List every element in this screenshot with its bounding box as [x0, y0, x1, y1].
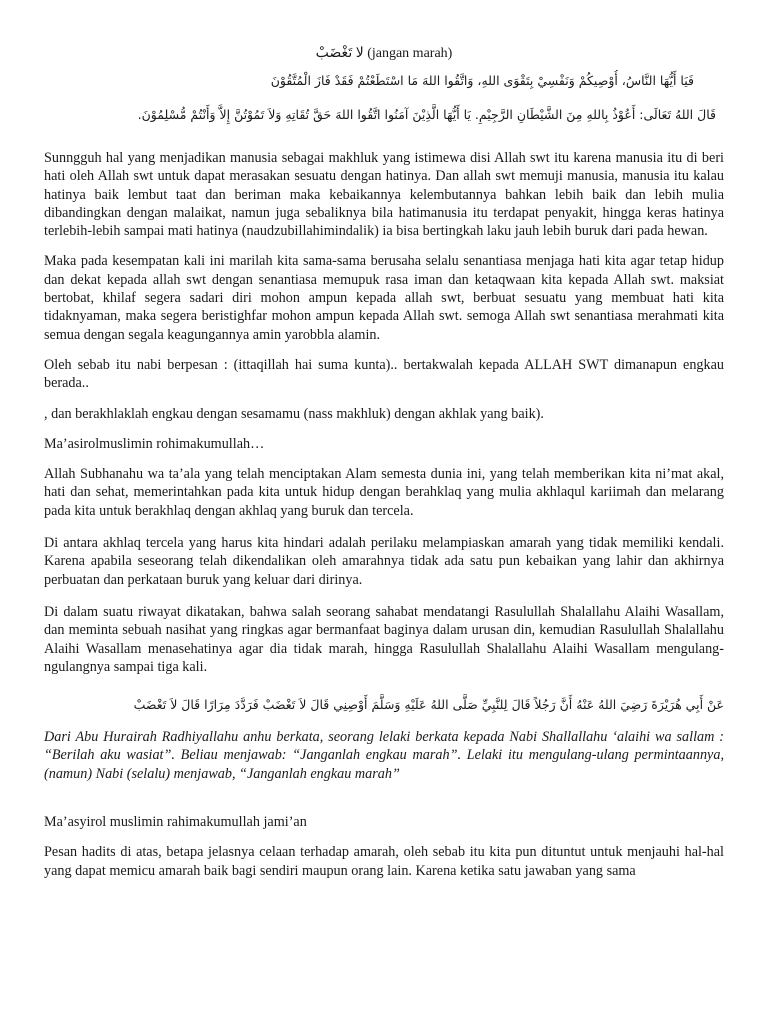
paragraph-8: Di dalam suatu riwayat dikatakan, bahwa salah seorang sahabat mendatangi Rasulullah Shalallahu Alaihi Wasallam, dan meminta sebuah nasihat yang ringkas agar bermanfaat baginya dalam urusan din, kemudian Rasulullah Shalallahu Alaihi Wasallam menasehatinya agar dia tidak marah, hingga Rasulullah Shalallahu Alaihi Wasallam mengulang-ngulangnya sampai tiga kali. [44, 603, 724, 675]
paragraph-2: Maka pada kesempatan kali ini marilah kita sama-sama berusaha selalu senantiasa menjaga hati kita agar tetap hidup dan dekat kepada allah swt dengan senantiasa memupuk rasa iman dan ketaqwaan kita kepada Allah swt. maksiat bertobat, khilaf segera sadari diri mohon ampun kepada allah swt, berbuat sesuatu yang membuat hati kita tidaknyaman, maka segera beristighfar mohon ampun kepada Allah swt. semoga Allah swt senantiasa merahmati kita semua dengan segala keagungannya amin yarobbla alamin. [44, 253, 724, 343]
closing-paragraph: Pesan hadits di atas, betapa jelasnya celaan terhadap amarah, oleh sebab itu kita pun dituntut untuk menjauhi hal-hal yang dapat memicu amarah baik bagi sendiri maupun orang lain. Karena ketika satu jawaban yang sama [44, 844, 724, 879]
hadith-translation: Dari Abu Hurairah Radhiyallahu anhu berkata, seorang lelaki berkata kepada Nabi Shallallahu ‘alaihi wa sallam : “Berilah aku wasiat”. Beliau menjawab: “Janganlah engkau marah”. Lelaki itu mengulang-ulang permintaannya, (namun) Nabi (selalu) menjawab, “Janganlah engkau marah” [44, 729, 724, 782]
paragraph-5: Ma’asirolmuslimin rohimakumullah… [44, 435, 265, 452]
arabic-quran-verse: قَالَ اللهُ تَعَالَى: أَعُوْذُ بِاللهِ مِنَ الشَّيْطَانِ الرَّجِيْمِ. يَا أَيُّهَا الَّذِيْنَ آمَنُوا اتَّقُوا اللهَ حَقَّ تُقَاتِهِ وَلاَ تَمُوْتُنَّ إِلاَّ وَأَنْتُمْ مُّسْلِمُوْنَ. [137, 107, 716, 122]
paragraph-6: Allah Subhanahu wa ta’ala yang telah menciptakan Alam semesta dunia ini, yang telah memberikan kita ni’mat akal, hati dan sehat, memerintahkan pada kita untuk hidup dengan berahklaq yang mulia akhlaqul kariimah dan melarang pada kita untuk berakhlaq dengan akhlaq yang buruk dan tercela. [44, 466, 724, 519]
paragraph-3: Oleh sebab itu nabi berpesan : (ittaqillah hai suma kunta).. bertakwalah kepada ALLAH SWT dimanapun engkau berada.. [44, 356, 724, 392]
closing-greeting: Ma’asyirol muslimin rahimakumullah jami’an [44, 814, 307, 831]
paragraph-4: , dan berakhlaklah engkau dengan sesamamu (nass makhluk) dengan akhlak yang baik). [44, 405, 544, 422]
paragraph-7: Di antara akhlaq tercela yang harus kita hindari adalah perilaku melampiaskan amarah yang tidak memiliki kendali. Karena apabila seseorang telah dikendalikan oleh amarahnya tidak ada satu pun kebaikan yang lahir dan akhirnya perbuatan dan perkataan buruk yang keluar dari dirinya. [44, 535, 724, 588]
document-title: لا تَغْضَبْ (jangan marah) [315, 46, 453, 61]
paragraph-1: Sunngguh hal yang menjadikan manusia sebagai makhluk yang istimewa disi Allah swt itu karena manusia itu di beri hati oleh Allah swt untuk dapat merasakan sesuatu dengan hatinya. Dan allah swt memuji manusia, manusia itu kalau hatinya baik lembut taat dan beriman maka kebaikannya kelembutannya bahkan lebih baik dan lebih mulia dibandingkan dengan malaikat, namun juga sebaliknya bila hatimanusia itu terdapat penyakit, hingga keras hatinya terlebih-lebih sampai mati hatinya (naudzubillahimindalik) ia bisa bertingkah laku jauh lebih buruk dari pada hewan. [44, 150, 724, 240]
arabic-opening-line: فَيَا أَيُّهَا النَّاسُ، أُوْصِيكُمْ وَنَفْسِيْ بِتَقْوَى اللهِ، وَاتَّقُوا اللهَ مَا اسْتَطَعْتُمْ فَقَدْ فَازَ الْمُتَّقُوْنَ [270, 73, 694, 88]
hadith-arabic-text: عَنْ أَبِي هُرَيْرَةَ رَضِيَ اللهُ عَنْهُ أَنَّ رَجُلاً قَالَ لِلنَّبِيِّ صَلَّى اللهُ عَلَيْهِ وَسَلَّمَ أَوْصِنِي قَالَ لاَ تَغْضَبْ فَرَدَّدَ مِرَارًا قَالَ لاَ تَغْضَبْ [133, 697, 724, 713]
